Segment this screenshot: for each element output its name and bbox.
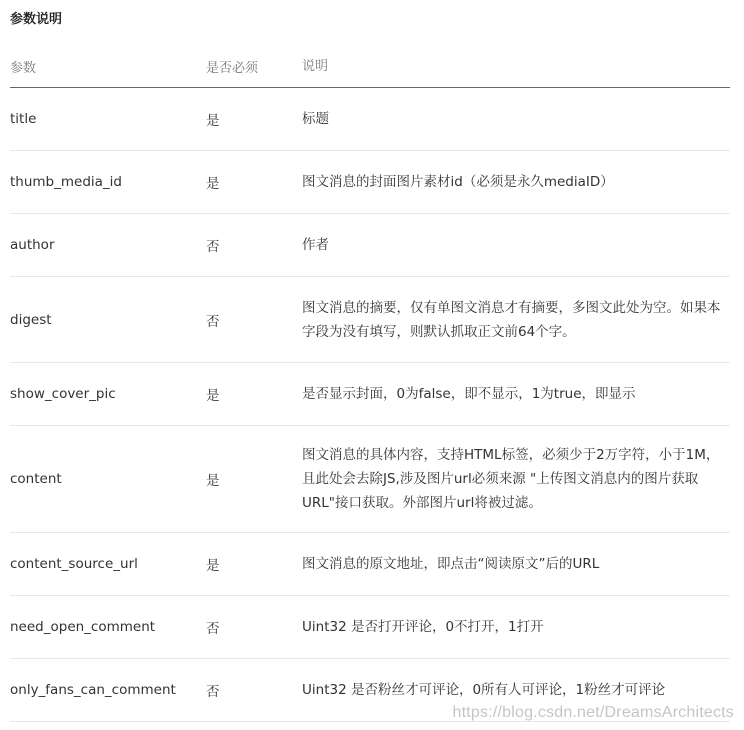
param-description: 图文消息的具体内容，支持HTML标签，必须少于2万字符，小于1M，且此处会去除JS,涉及图片url必须来源 "上传图文消息内的图片获取URL"接口获取。外部图片url将被过滤。	[302, 447, 720, 511]
section-title: 参数说明	[10, 12, 63, 27]
table-row	[10, 363, 730, 426]
param-name: title	[10, 111, 37, 127]
param-description: Uint32 是否打开评论，0不打开，1打开	[302, 619, 544, 635]
param-description: 标题	[302, 111, 329, 127]
param-name: author	[10, 237, 55, 253]
param-required: 否	[206, 621, 220, 637]
table-row	[10, 596, 730, 659]
table-row	[10, 533, 730, 596]
param-required: 否	[206, 313, 220, 330]
watermark-url: https://blog.csdn.net/DreamsArchitects	[452, 704, 734, 721]
param-required: 是	[206, 558, 220, 574]
table-header	[10, 46, 730, 88]
param-description: 作者	[302, 237, 329, 253]
table-row	[10, 214, 730, 277]
header-param: 参数	[10, 61, 37, 76]
header-description: 说明	[302, 58, 329, 74]
param-name: show_cover_pic	[10, 386, 116, 402]
param-description: Uint32 是否粉丝才可评论，0所有人可评论，1粉丝才可评论	[302, 682, 666, 698]
param-required: 是	[206, 176, 220, 192]
param-name: thumb_media_id	[10, 174, 122, 190]
param-description: 图文消息的原文地址，即点击“阅读原文”后的URL	[302, 556, 600, 572]
param-required: 否	[206, 684, 220, 700]
param-required: 是	[206, 473, 220, 489]
params-table	[10, 46, 730, 722]
param-name: digest	[10, 311, 52, 328]
param-required: 是	[206, 388, 220, 404]
param-name: content_source_url	[10, 556, 138, 572]
param-name: only_fans_can_comment	[10, 682, 176, 698]
param-name: content	[10, 471, 62, 487]
header-required: 是否必须	[206, 61, 259, 76]
param-required: 否	[206, 239, 220, 255]
param-description: 图文消息的摘要，仅有单图文消息才有摘要，多图文此处为空。如果本字段为没有填写，则默认抓取正文前64个字。	[302, 299, 721, 340]
table-row	[10, 88, 730, 151]
table-row	[10, 277, 730, 363]
param-description: 图文消息的封面图片素材id（必须是永久mediaID）	[302, 174, 614, 190]
param-required: 是	[206, 113, 220, 129]
table-row	[10, 426, 730, 533]
param-name: need_open_comment	[10, 619, 156, 635]
table-row	[10, 151, 730, 214]
param-description: 是否显示封面，0为false，即不显示，1为true，即显示	[302, 386, 636, 402]
